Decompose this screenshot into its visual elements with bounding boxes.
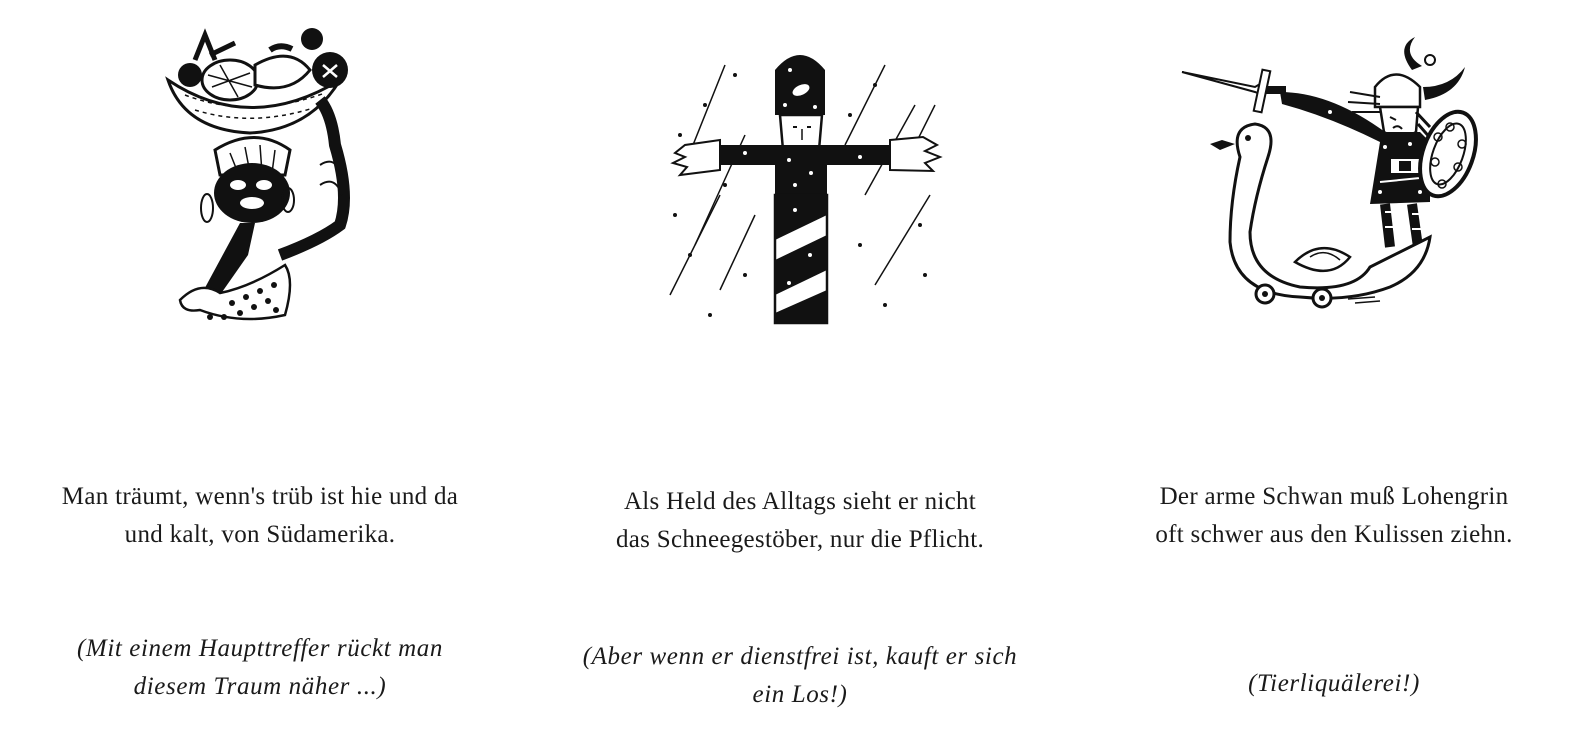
verse	[540, 483, 1060, 559]
panel-policeman	[540, 0, 1060, 745]
panel-lohengrin	[1085, 0, 1583, 745]
note-line: ein Los!)	[752, 681, 848, 708]
verse-line: das Schneegestöber, nur die Pflicht.	[615, 526, 985, 553]
note-line: diesem Traum näher ...)	[133, 673, 387, 700]
note-line: (Aber wenn er dienstfrei ist, kauft er sich	[582, 643, 1018, 670]
verse-line: Als Held des Alltags sieht er nicht	[623, 488, 977, 515]
lohengrin-swan-illustration	[1180, 32, 1480, 312]
verse-line: oft schwer aus den Kulissen ziehn.	[1155, 521, 1513, 548]
verse-line: und kalt, von Südamerika.	[124, 521, 396, 548]
lottery-note	[540, 638, 1060, 714]
verse-line: Man träumt, wenn's trüb ist hie und da	[61, 483, 459, 510]
policeman-in-snow-illustration	[665, 45, 945, 330]
note-line: (Tierliquälerei!)	[1248, 670, 1420, 697]
lottery-note	[0, 630, 520, 706]
verse-line: Der arme Schwan muß Lohengrin	[1159, 483, 1509, 510]
fruit-basket-woman-illustration	[160, 25, 360, 325]
lottery-note	[1085, 665, 1583, 703]
verse	[1085, 478, 1583, 554]
note-line: (Mit einem Haupttreffer rückt man	[76, 635, 443, 662]
panel-south-america	[0, 0, 520, 745]
verse	[0, 478, 520, 554]
